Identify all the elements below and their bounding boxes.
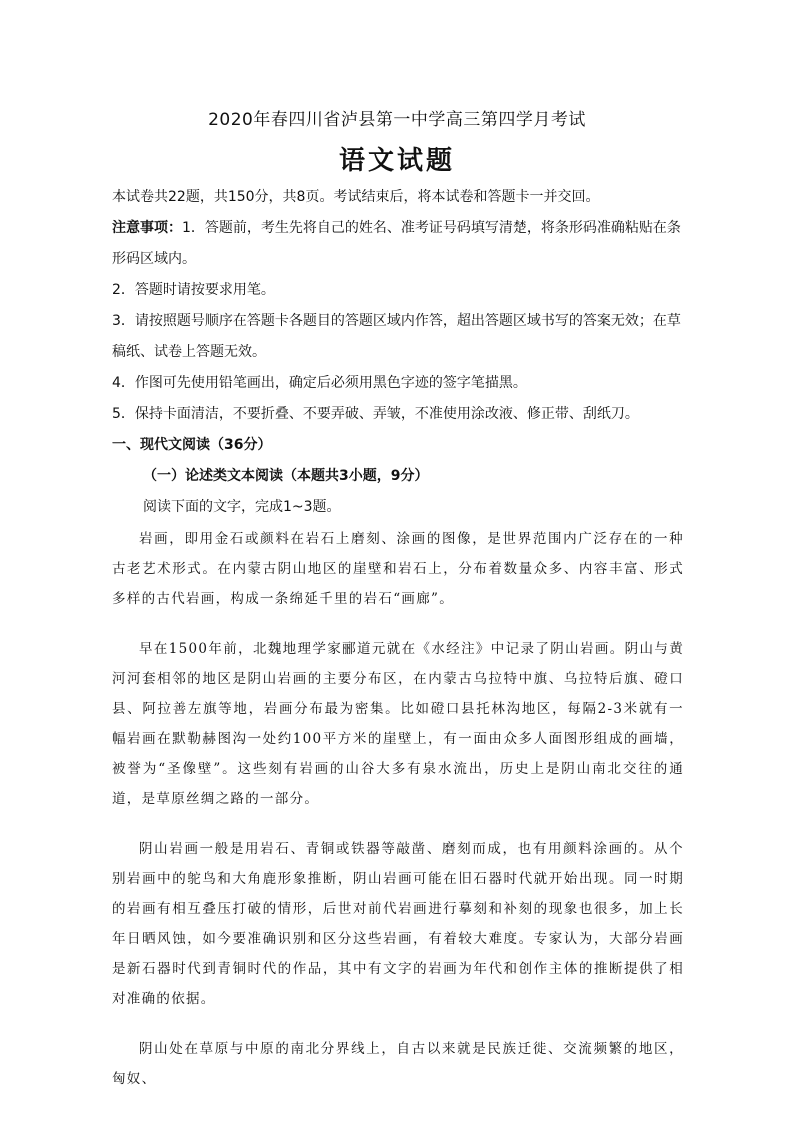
notes-item-2: 2．答题时请按要求用笔。 xyxy=(112,282,275,298)
passage-paragraph-3: 阴山岩画一般是用岩石、青铜或铁器等敲凿、磨刻而成，也有用颜料涂画的。从个别岩画中的鸵鸟和大角鹿形象推断，阴山岩画可能在旧石器时代就开始出现。同一时期的岩画有相互叠压打破的情形，后世对前代岩画进行摹刻和补刻的现象也很多，加上长年日晒风蚀，如今要准确识别和区分这些岩画，有着较大难度。专家认为，大部分岩画是新石器时代到青铜时代的作品，其中有文字的岩画为年代和创作主体的推断提供了相对准确的依据。 xyxy=(112,841,684,1007)
exam-title: 2020年春四川省泸县第一中学高三第四学月考试 xyxy=(208,110,586,130)
notes-item-4: 4．作图可先使用铅笔画出，确定后必须用黑色字迹的签字笔描黑。 xyxy=(112,375,527,391)
notes-item-5: 5．保持卡面清洁，不要折叠、不要弄破、弄皱，不准使用涂改液、修正带、刮纸刀。 xyxy=(112,406,639,422)
passage-paragraph-1: 岩画，即用金石或颜料在岩石上磨刻、涂画的图像，是世界范围内广泛存在的一种古老艺术形式。在内蒙古阴山地区的崖壁和岩石上，分布着数量众多、内容丰富、形式多样的古代岩画，构成一条绵延千里的岩石“画廊”。 xyxy=(112,531,684,607)
subsection-title: （一）论述类文本阅读（本题共3小题，9分） xyxy=(143,468,429,484)
passage-paragraph-2: 早在1500年前，北魏地理学家郦道元就在《水经注》中记录了阴山岩画。阴山与黄河河套相邻的地区是阴山岩画的主要分布区，在内蒙古乌拉特中旗、乌拉特后旗、磴口县、阿拉善左旗等地，岩画分布最为密集。比如磴口县托林沟地区，每隔2-3米就有一幅岩画在默勒赫图沟一处约100平方米的崖壁上，有一面由众多人面图形组成的画墙，被誉为“圣像壁”。这些刻有岩画的山谷大多有泉水流出，历史上是阴山南北交往的通道，是草原丝绸之路的一部分。 xyxy=(112,641,684,807)
reading-passage xyxy=(112,524,684,1114)
notes-item-1 xyxy=(112,213,684,275)
paper-title: 语文试题 xyxy=(338,146,455,176)
notes-item-1-text: 1．答题前，考生先将自己的姓名、准考证号码填写清楚，将条形码准确粘贴在条形码区域内。 xyxy=(112,220,681,267)
section-title: 一、现代文阅读（36分） xyxy=(112,437,272,453)
notes-intro: 本试卷共22题，共150分，共8页。考试结束后，将本试卷和答题卡一并交回。 xyxy=(112,189,600,205)
notes-item-3: 3．请按照题号顺序在答题卡各题目的答题区域内作答，超出答题区域书写的答案无效；在草稿纸、试卷上答题无效。 xyxy=(112,313,681,360)
passage-paragraph-4: 阴山处在草原与中原的南北分界线上，自古以来就是民族迁徙、交流频繁的地区，匈奴、 xyxy=(112,1041,684,1087)
notes-label: 注意事项： xyxy=(112,220,182,236)
reading-instruction: 阅读下面的文字，完成1~3题。 xyxy=(143,499,341,515)
exam-notes xyxy=(112,182,684,430)
